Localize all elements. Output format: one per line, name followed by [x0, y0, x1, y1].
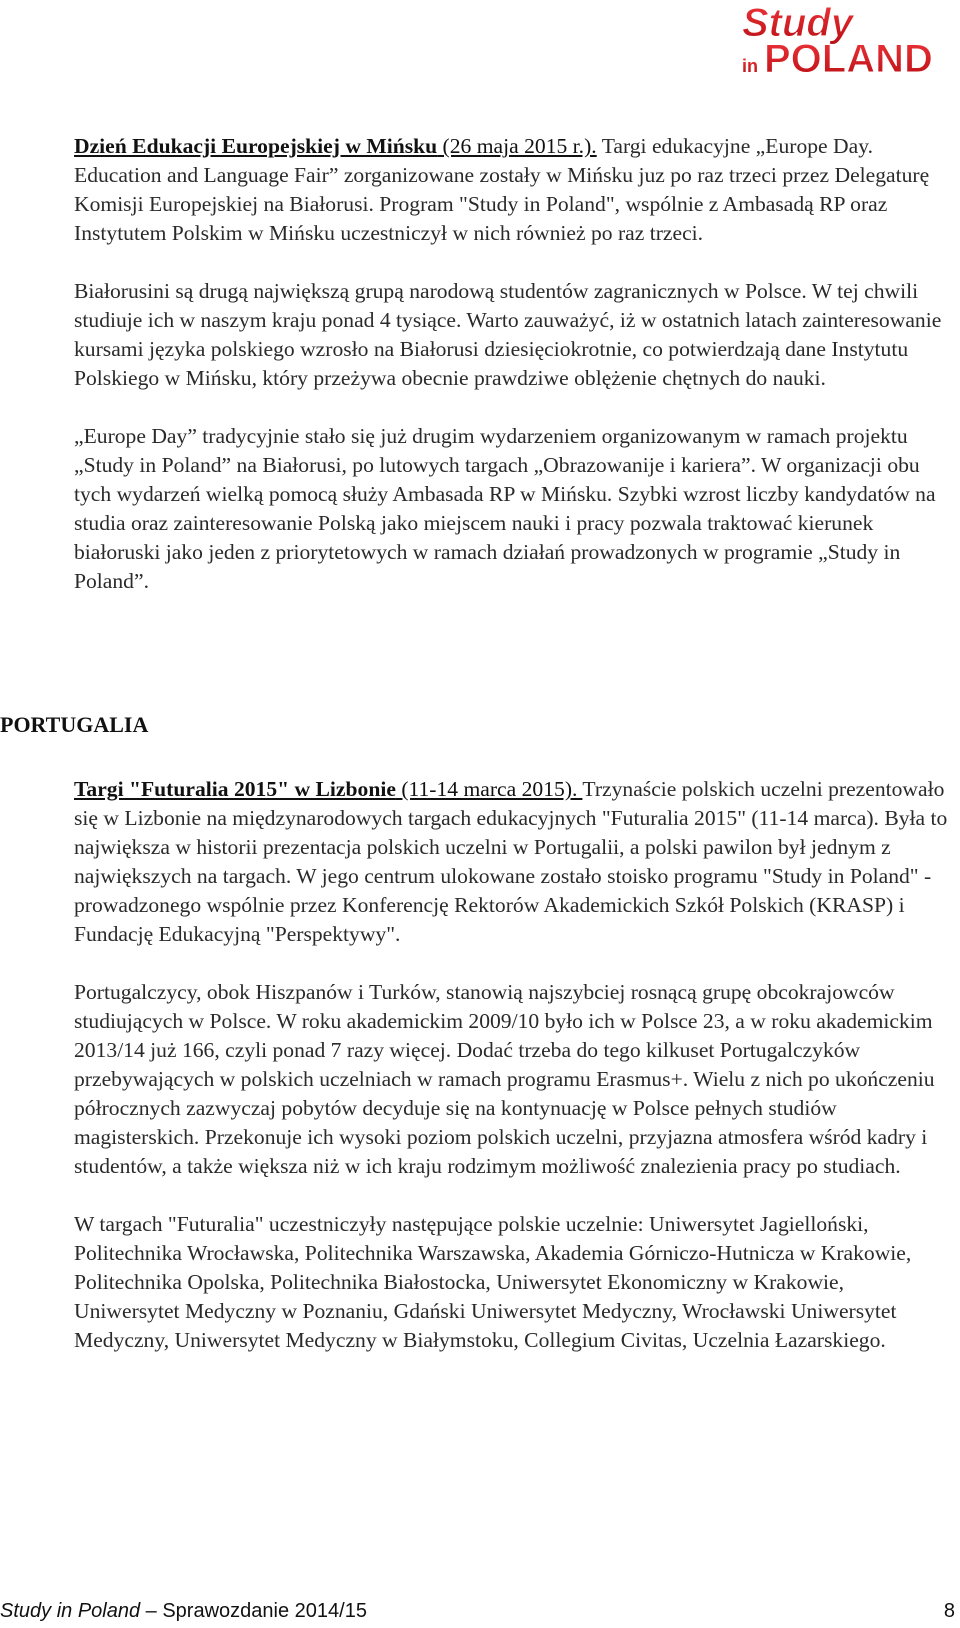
portugal-paragraph-3: W targach "Futuralia" uczestniczyły następujące polskie uczelnie: Uniwersytet Jagielloński, Politechnika Wrocławska, Politechnika Warszawska, Akademia Górniczo-Hutnicza w Krakowie, Politechnika Opolska, Politechnika Białostocka, Uniwersytet Ekonomiczny w Krakowie, Uniwersytet Medyczny w Poznaniu, Gdański Uniwersytet Medyczny, Wrocławski Uniwersytet Medyczny, Uniwersytet Medyczny w Białymstoku, Collegium Civitas, Uczelnia Łazarskiego.: [74, 1212, 912, 1352]
study-in-poland-logo: [742, 2, 956, 78]
logo-study-text: Study: [742, 2, 854, 45]
footer-title-italic: Study in Poland: [0, 1600, 141, 1622]
footer-title-rest: – Sprawozdanie 2014/15: [140, 1600, 367, 1622]
belarus-lead-date: (26 maja 2015 r.).: [437, 134, 597, 158]
portugal-section: [74, 775, 954, 1384]
portugal-heading: PORTUGALIA: [0, 712, 149, 737]
portugal-paragraph-1-body: Trzynaście polskich uczelni prezentowało się w Lizbonie na międzynarodowych targach edukacyjnych "Futuralia 2015" (11-14 marca). Była to największa w historii prezentacja polskich uczelni w Portugalii, a polski pawilon był jednym z największych na targach. W jego centrum ulokowane zostało stoisko programu "Study in Poland" - prowadzonego wspólnie przez Konferencję Rektorów Akademickich Szkół Polskich (KRASP) i Fundację Edukacyjną "Perspektywy".: [74, 777, 948, 946]
portugal-paragraph-2: Portugalczycy, obok Hiszpanów i Turków, stanowią najszybciej rosnącą grupę obcokrajowców studiujących w Polsce. W roku akademickim 2009/10 było ich w Polsce 23, a w roku akademickim 2013/14 już 166, czyli ponad 7 razy więcej. Dodać trzeba do tego kilkuset Portugalczyków przebywających w polskich uczelniach w ramach programu Erasmus+. Wielu z nich po ukończeniu półrocznych zazwyczaj pobytów decyduje się na kontynuację w Polsce pełnych studiów magisterskich. Przekonuje ich wysoki poziom polskich uczelni, przyjazna atmosfera wśród kadry i studentów, a także większa niż w ich kraju rodzimym możliwość znalezienia pracy po studiach.: [74, 980, 935, 1178]
page-number: 8: [943, 1600, 955, 1622]
portugal-lead-date: (11-14 marca 2015).: [395, 777, 583, 801]
logo-poland-text: POLAND: [764, 37, 933, 78]
logo-graphic: [742, 2, 956, 78]
belarus-section: [74, 132, 954, 625]
belarus-paragraph-2: Białorusini są drugą największą grupą narodową studentów zagranicznych w Polsce. W tej chwili studiuje ich w naszym kraju ponad 4 tysiące. Warto zauważyć, iż w ostatnich latach zainteresowanie kursami języka polskiego wzrosło na Białorusi dziesięciokrotnie, co potwierdzają dane Instytutu Polskiego w Mińsku, który przeżywa obecnie prawdziwe oblężenie chętnych do nauki.: [74, 279, 942, 390]
belarus-paragraph-3: „Europe Day” tradycyjnie stało się już drugim wydarzeniem organizowanym w ramach projektu „Study in Poland” na Białorusi, po lutowych targach „Obrazowanije i kariera”. W organizacji obu tych wydarzeń wielką pomocą służy Ambasada RP w Mińsku. Szybki wzrost liczby kandydatów na studia oraz zainteresowanie Polską jako miejscem nauki i pracy pozwala traktować kierunek białoruski jako jeden z priorytetowych w ramach działań prowadzonych w programie „Study in Poland”.: [74, 424, 936, 593]
belarus-paragraph-1-body: Targi edukacyjne „Europe Day. Education and Language Fair” zorganizowane zostały w Mińsku juz po raz trzeci przez Delegaturę Komisji Europejskiej na Białorusi. Program "Study in Poland", wspólnie z Ambasadą RP oraz Instytutem Polskim w Mińsku uczestniczył w nich również po raz trzeci.: [74, 134, 930, 245]
belarus-paragraph-1: [74, 132, 954, 248]
portugal-paragraph-1: [74, 775, 954, 949]
logo-in-text: in: [742, 56, 758, 76]
portugal-lead-title: Targi "Futuralia 2015" w Lizbonie: [74, 777, 396, 801]
belarus-lead-title: Dzień Edukacji Europejskiej w Mińsku: [74, 134, 438, 158]
footer-title: [0, 1600, 367, 1623]
